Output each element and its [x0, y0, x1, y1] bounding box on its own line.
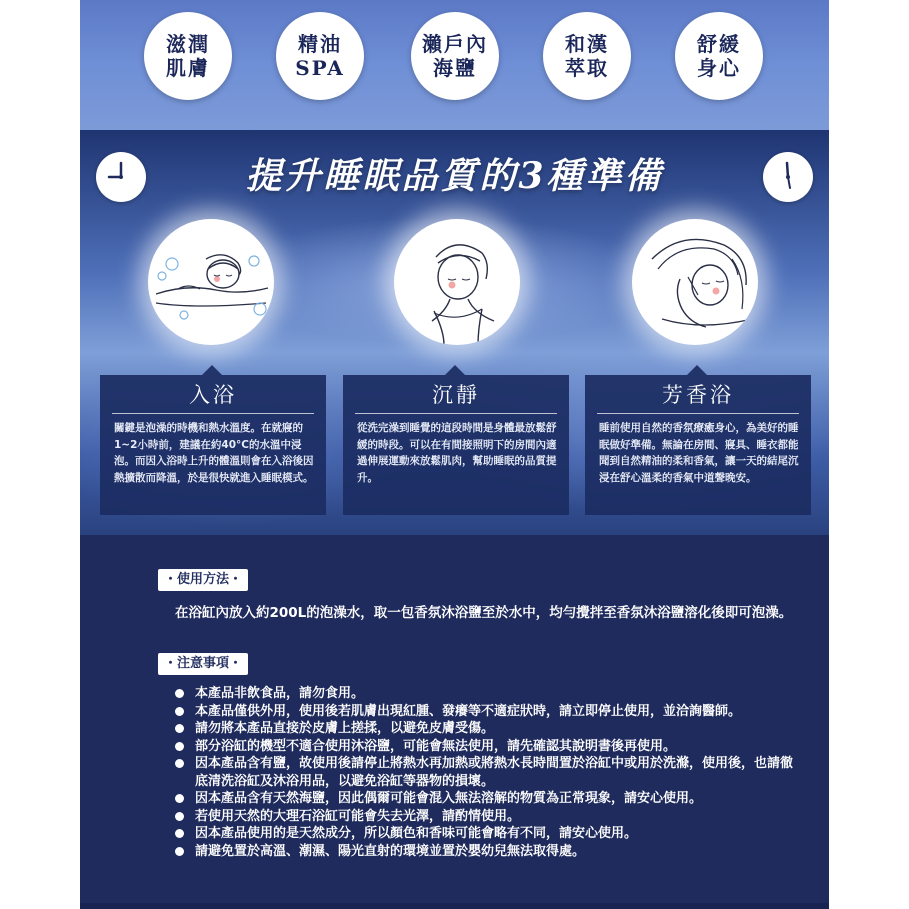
- list-item: 請勿將本產品直接於皮膚上搓揉，以避免皮膚受傷。: [175, 720, 795, 738]
- calm-card: [343, 375, 569, 515]
- feature-line-2: 萃取: [565, 56, 609, 80]
- instructions-section: [80, 535, 829, 909]
- feature-line-2: SPA: [295, 56, 345, 80]
- list-item: 因本產品使用的是天然成分，所以顏色和香味可能會略有不同，請安心使用。: [175, 825, 795, 843]
- card-title: 入浴: [112, 381, 314, 414]
- feature-banner: [80, 0, 829, 130]
- feature-line-1: 精油: [298, 32, 342, 56]
- list-item: 本產品非飲食品，請勿食用。: [175, 685, 795, 703]
- feature-line-2: 海鹽: [433, 56, 477, 80]
- feature-line-1: 瀨戶內: [422, 32, 488, 56]
- list-item: 本產品僅供外用，使用後若肌膚出現紅腫、發癢等不適症狀時，請立即停止使用，並洽詢醫師。: [175, 703, 795, 721]
- feature-line-1: 滋潤: [166, 32, 210, 56]
- card-title: 芳香浴: [597, 381, 799, 414]
- sleeping-woman-illustration: [632, 219, 758, 345]
- sleep-quality-section: [80, 130, 829, 535]
- feature-line-1: 和漢: [565, 32, 609, 56]
- card-description: 從洗完澡到睡覺的這段時間是身體最放鬆舒緩的時段。可以在有間接照明下的房間內適過伸展運動來放鬆肌肉，幫助睡眠的品質提升。: [357, 422, 557, 484]
- list-item: 請避免置於高溫、潮濕、陽光直射的環境並置於嬰幼兒無法取得處。: [175, 843, 795, 861]
- card-description: 關鍵是泡澡的時機和熱水溫度。在就寢的1~2小時前，建議在約40°C的水溫中浸泡。而因入浴時上升的體溫則會在入浴後因熱擴散而降溫，於是很快就進入睡眠模式。: [114, 422, 314, 484]
- list-item: 若使用天然的大理石浴缸可能會失去光澤，請酌情使用。: [175, 808, 795, 826]
- notes-list: [175, 685, 795, 860]
- list-item: 部分浴缸的機型不適合使用沐浴鹽，可能會無法使用，請先確認其說明書後再使用。: [175, 738, 795, 756]
- feature-badge-spa: [276, 12, 364, 100]
- section-title: 提升睡眠品質的3種準備: [245, 155, 664, 197]
- product-info-page: [80, 0, 829, 909]
- feature-badge-moisturize: [144, 12, 232, 100]
- aroma-bath-card: [585, 375, 811, 515]
- bathing-card: [100, 375, 326, 515]
- feature-line-2: 肌膚: [166, 56, 210, 80]
- usage-text: 在浴缸內放入約200L的泡澡水，取一包香氛沐浴鹽至於水中，均勻攪拌至香氛沐浴鹽溶化後即可泡澡。: [175, 605, 793, 621]
- woman-in-bath-illustration: [148, 219, 274, 345]
- list-item: 因本產品含有鹽，故使用後請停止將熱水再加熱或將熱水長時間置於浴缸中或用於洗滌，使用後，也請徹底清洗浴缸及沐浴用品，以避免浴缸等器物的損壞。: [175, 755, 795, 790]
- card-title: 沉靜: [355, 381, 557, 414]
- usage-heading: ・使用方法・: [158, 569, 248, 591]
- feature-line-2: 身心: [697, 56, 741, 80]
- feature-badge-relax: [675, 12, 763, 100]
- notes-heading: ・注意事項・: [158, 653, 248, 675]
- feature-badge-sea-salt: [411, 12, 499, 100]
- feature-badge-herbal: [543, 12, 631, 100]
- woman-with-towel-illustration: [394, 219, 520, 345]
- card-description: 睡前使用自然的香氛療癒身心，為美好的睡眠做好準備。無論在房間、寢具、睡衣都能聞到自然精油的柔和香氣，讓一天的結尾沉浸在舒心溫柔的香氣中道聲晚安。: [599, 422, 799, 484]
- feature-line-1: 舒緩: [697, 32, 741, 56]
- bottom-divider: [80, 903, 829, 909]
- list-item: 因本產品含有天然海鹽，因此偶爾可能會混入無法溶解的物質為正常現象，請安心使用。: [175, 790, 795, 808]
